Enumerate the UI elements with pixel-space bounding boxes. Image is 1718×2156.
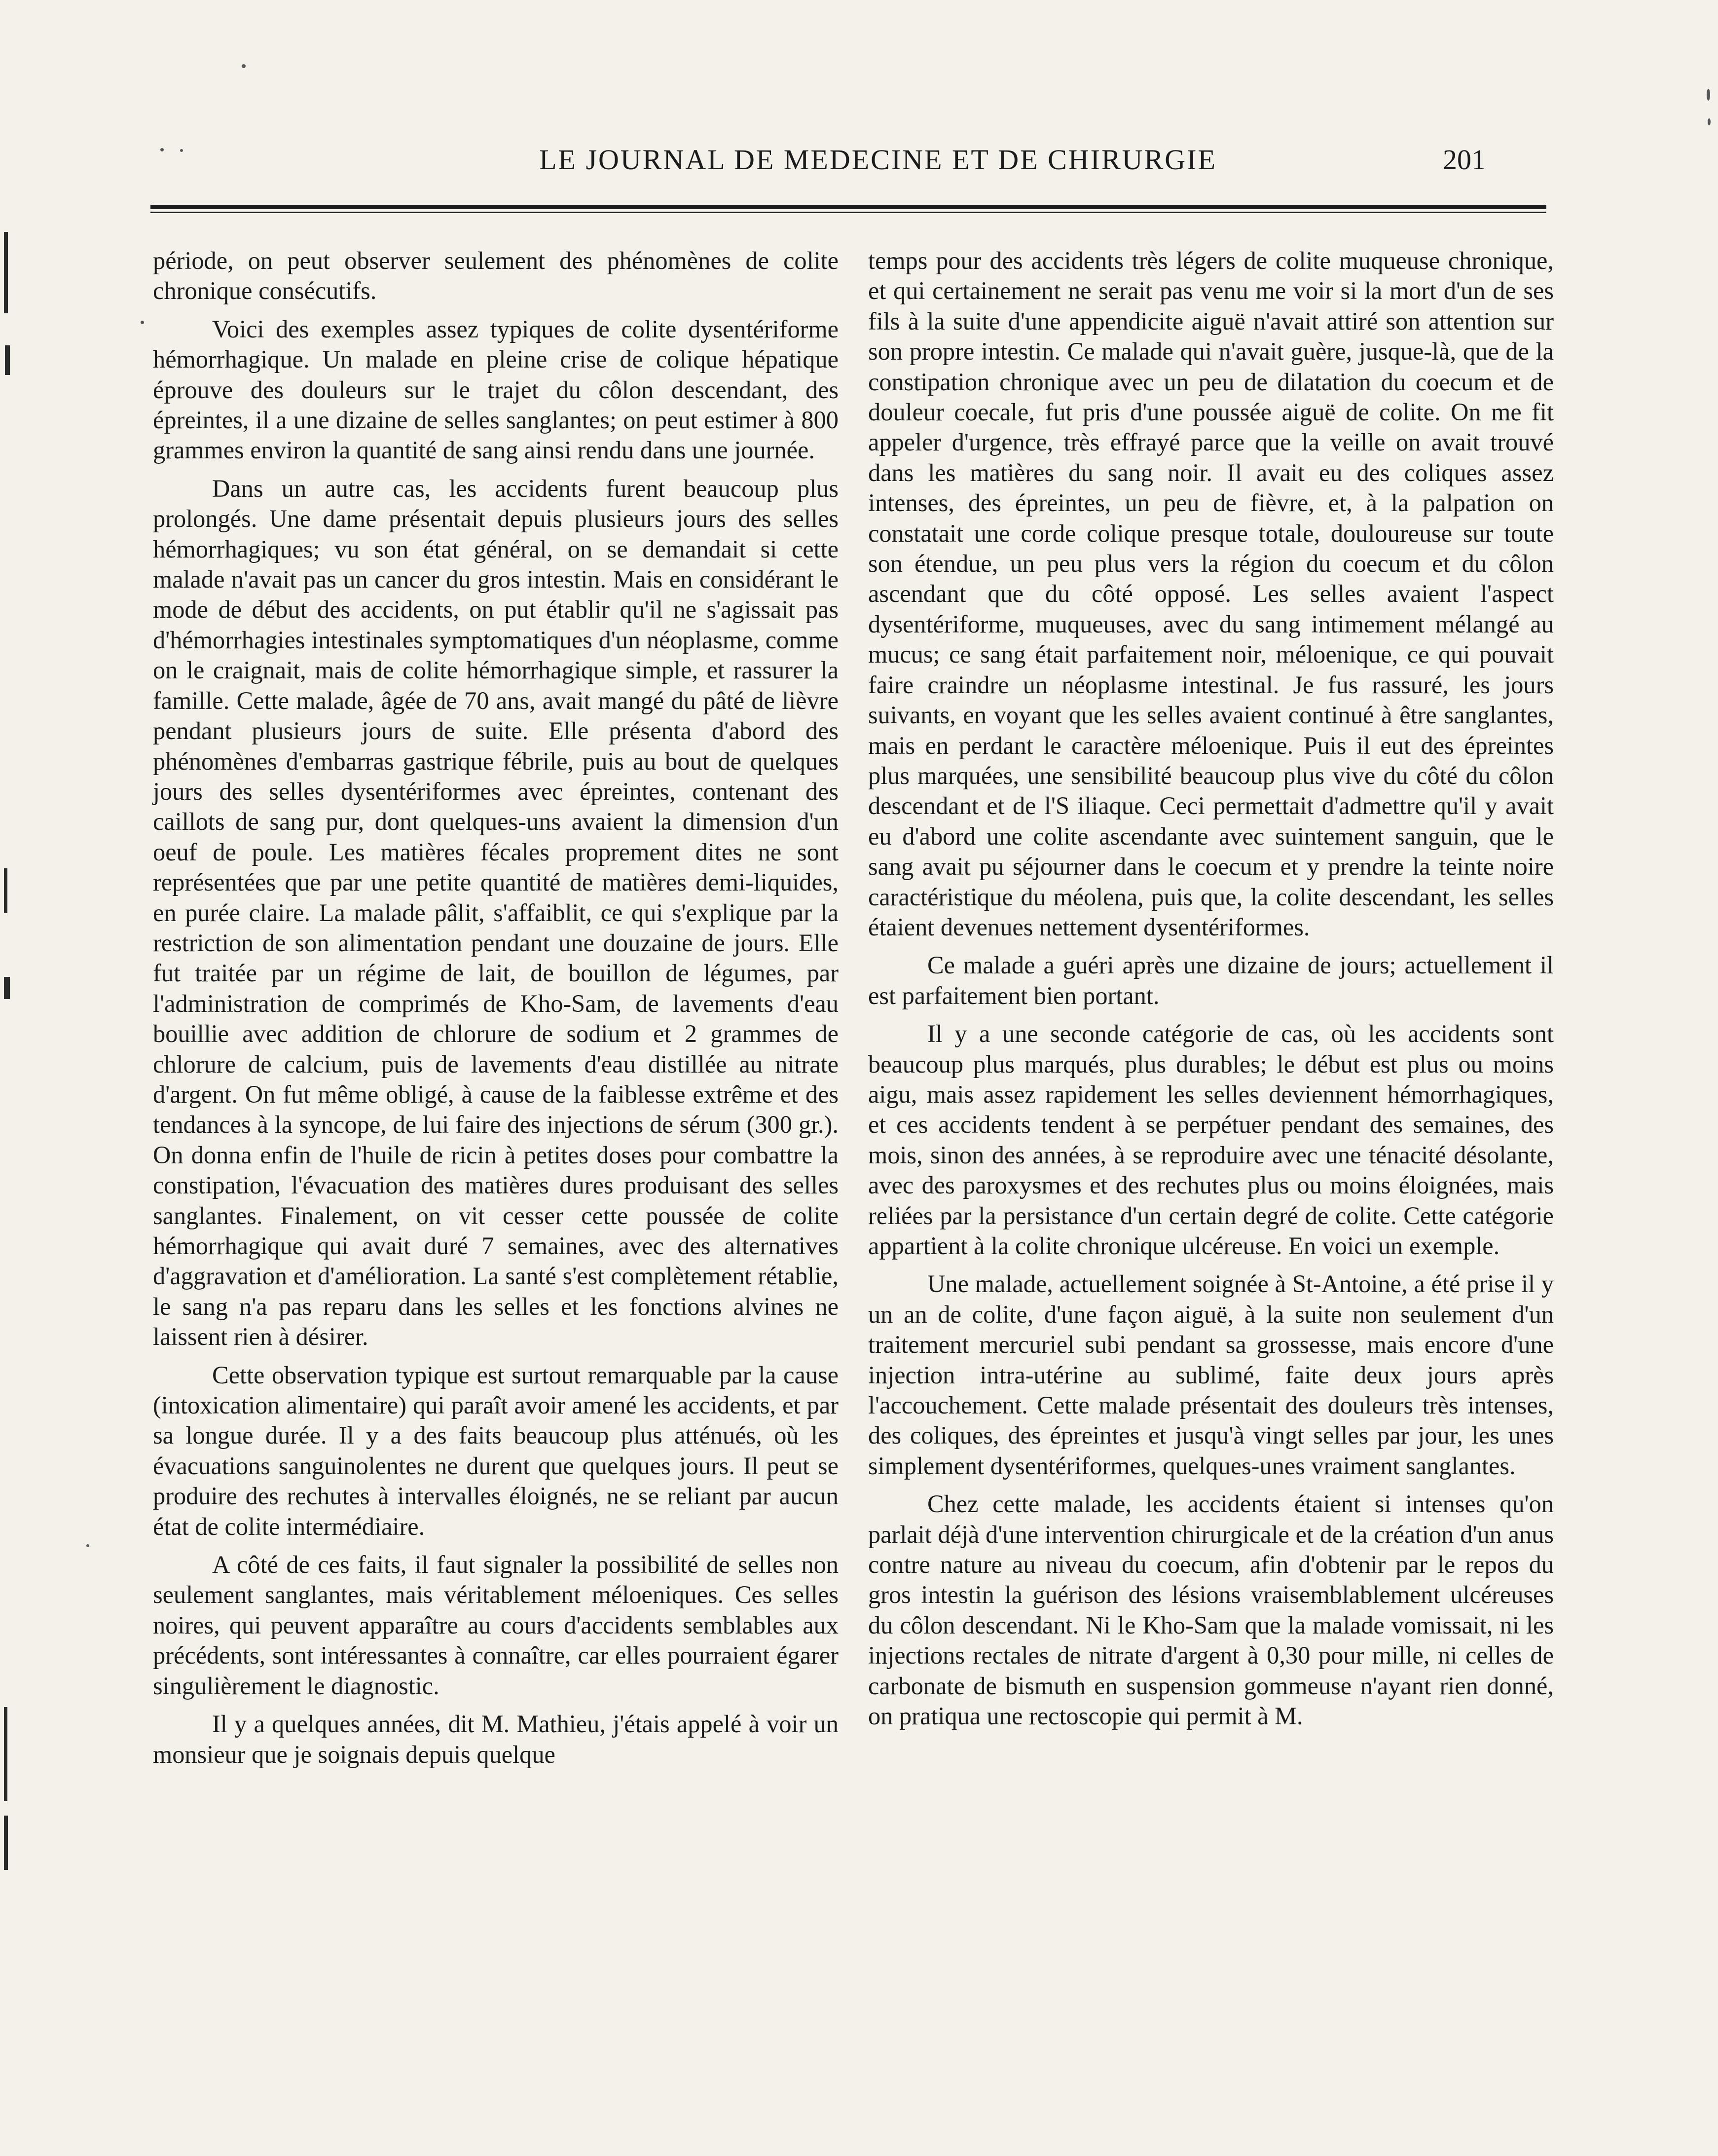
header-rule-thick xyxy=(150,205,1546,209)
left-paragraph-4: Cette observation typique est surtout remarquable par la cause (intoxication alimentaire) qui paraît avoir amené les accidents, et par sa longue durée. Il y a des faits beaucoup plus atténués, où les évacuations sanguinolentes ne durent que quelques jours. Il peut se produire des rechutes à intervalles éloignés, ne se reliant par aucun état de colite intermédiaire. xyxy=(153,1361,839,1540)
scan-speck xyxy=(1707,89,1710,101)
left-paragraph-6: Il y a quelques années, dit M. Mathieu, j'étais appelé à voir un monsieur que je soignais depuis quelque xyxy=(153,1710,839,1768)
margin-scan-mark xyxy=(4,1816,8,1870)
margin-scan-mark xyxy=(4,977,10,999)
right-paragraph-5: Chez cette malade, les accidents étaient si intenses qu'on parlait déjà d'une intervention chirurgicale et de la création d'un anus contre nature au niveau du coecum, afin d'obtenir par le repos du gros intestin la guérison des lésions vraisemblablement ulcéreuses du côlon descendant. Ni le Kho-Sam que la malade vomissait, ni les injections rectales de nitrate d'argent à 0,30 pour mille, ni celles de carbonate de bismuth en suspension gommeuse n'ayant rien donné, on pratiqua une rectoscopie qui permit à M. xyxy=(868,1490,1554,1730)
scan-speck xyxy=(1708,118,1711,125)
header-rule-thin xyxy=(150,212,1546,213)
margin-scan-mark xyxy=(4,232,8,313)
page-number: 201 xyxy=(1443,144,1486,176)
running-header-title: LE JOURNAL DE MEDECINE ET DE CHIRURGIE xyxy=(539,144,1217,176)
left-paragraph-5: A côté de ces faits, il faut signaler la possibilité de selles non seulement sanglantes, mais véritablement méloeniques. Ces selles noires, qui peuvent apparaître au cours d'accidents semblables aux précédents, sont intéressantes à connaître, car elles pourraient égarer singulièrement le diagnostic. xyxy=(153,1551,839,1700)
scan-speck xyxy=(141,321,144,324)
left-paragraph-2: Voici des exemples assez typiques de colite dysentériforme hémorrhagique. Un malade en pleine crise de colique hépatique éprouve des douleurs sur le trajet du côlon descendant, des épreintes, il a une dizaine de selles sanglantes; on peut estimer à 800 grammes environ la quantité de sang ainsi rendu dans une journée. xyxy=(153,315,839,464)
scan-speck xyxy=(86,1544,89,1547)
right-column xyxy=(868,246,1554,1732)
left-paragraph-3: Dans un autre cas, les accidents furent beaucoup plus prolongés. Une dame présentait depuis plusieurs jours des selles hémorrhagiques; vu son état général, on se demandait si cette malade n'avait pas un cancer du gros intestin. Mais en considérant le mode de début des accidents, on put établir qu'il ne s'agissait pas d'hémorrhagies intestinales symptomatiques d'un néoplasme, comme on le craignait, mais de colite hémorrhagique simple, et rassurer la famille. Cette malade, âgée de 70 ans, avait mangé du pâté de lièvre pendant plusieurs jours de suite. Elle présenta d'abord des phénomènes d'embarras gastrique fébrile, puis au bout de quelques jours des selles dysentériformes avec épreintes, contenant des caillots de sang pur, dont quelques-uns avaient la dimension d'un oeuf de poule. Les matières fécales proprement dites ne sont représentées que par une petite quantité de matières demi-liquides, en purée claire. La malade pâlit, s'affaiblit, ce qui s'explique par la restriction de son alimentation pendant une douzaine de jours. Elle fut traitée par un régime de lait, de bouillon de légumes, par l'administration de comprimés de Kho-Sam, de lavements d'eau bouillie avec addition de chlorure de sodium et 2 grammes de chlorure de calcium, puis de lavements d'eau distillée au nitrate d'argent. On fut même obligé, à cause de la faiblesse extrême et des tendances à la syncope, de lui faire des injections de sérum (300 gr.). On donna enfin de l'huile de ricin à petites doses pour combattre la constipation, l'évacuation des matières dures produisant des selles sanglantes. Finalement, on vit cesser cette poussée de colite hémorrhagique qui avait duré 7 semaines, avec des alternatives d'aggravation et d'amélioration. La santé s'est complètement rétablie, le sang n'a pas reparu dans les selles et les fonctions alvines ne laissent rien à désirer. xyxy=(153,474,839,1351)
left-paragraph-1: période, on peut observer seulement des phénomènes de colite chronique consécutifs. xyxy=(153,247,839,305)
scan-speck xyxy=(180,149,183,152)
scan-speck xyxy=(160,148,164,151)
margin-scan-mark xyxy=(5,345,10,375)
margin-scan-mark xyxy=(4,868,7,913)
right-paragraph-1: temps pour des accidents très légers de colite muqueuse chronique, et qui certainement ne serait pas venu me voir si la mort d'un de ses fils à la suite d'une appendicite aiguë n'avait attiré son attention sur son propre intestin. Ce malade qui n'avait guère, jusque-là, que de la constipation chronique avec un peu de dilatation du coecum et de douleur coecale, fut pris d'une poussée aiguë de colite. On me fit appeler d'urgence, très effrayé parce que la veille on avait trouvé dans les matières du sang noir. Il avait eu des coliques assez intenses, des épreintes, un peu de fièvre, et, à la palpation on constatait une corde colique presque totale, douloureuse sur toute son étendue, un peu plus vers la région du coecum et du côlon ascendant que du côté opposé. Les selles avaient l'aspect dysentériforme, muqueuses, avec du sang intimement mélangé au mucus; ce sang était parfaitement noir, méloenique, ce qui pouvait faire craindre un néoplasme intestinal. Je fus rassuré, les jours suivants, en voyant que les selles avaient continué à être sanglantes, mais en perdant le caractère méloenique. Puis il eut des épreintes plus marquées, une sensibilité beaucoup plus vive du côté du côlon descendant et de l'S iliaque. Ceci permettait d'admettre qu'il y avait eu d'abord une colite ascendante avec suintement sanguin, que le sang avait pu séjourner dans le coecum et y prendre la teinte noire caractéristique du méolena, puis que, la colite descendant, les selles étaient devenues nettement dysentériformes. xyxy=(868,247,1554,941)
left-column xyxy=(153,246,839,1770)
right-paragraph-4: Une malade, actuellement soignée à St-Antoine, a été prise il y un an de colite, d'une façon aiguë, à la suite non seulement d'un traitement mercuriel subi pendant sa grossesse, mais encore d'une injection intra-utérine au sublimé, faite deux jours après l'accouchement. Cette malade présentait des douleurs très intenses, des coliques, des épreintes et jusqu'à vingt selles par jour, les unes simplement dysentériformes, quelques-unes vraiment sanglantes. xyxy=(868,1270,1554,1480)
right-paragraph-2: Ce malade a guéri après une dizaine de jours; actuellement il est parfaitement bien portant. xyxy=(868,951,1554,1009)
scan-speck xyxy=(242,64,246,68)
margin-scan-mark xyxy=(4,1707,7,1801)
right-paragraph-3: Il y a une seconde catégorie de cas, où les accidents sont beaucoup plus marqués, plus durables; le début est plus ou moins aigu, mais assez rapidement les selles deviennent hémorrhagiques, et ces accidents tendent à se perpétuer pendant des semaines, des mois, sinon des années, à se reproduire avec une ténacité désolante, avec des paroxysmes et des rechutes plus ou moins éloignées, mais reliées par la persistance d'un certain degré de colite. Cette catégorie appartient à la colite chronique ulcéreuse. En voici un exemple. xyxy=(868,1020,1554,1260)
